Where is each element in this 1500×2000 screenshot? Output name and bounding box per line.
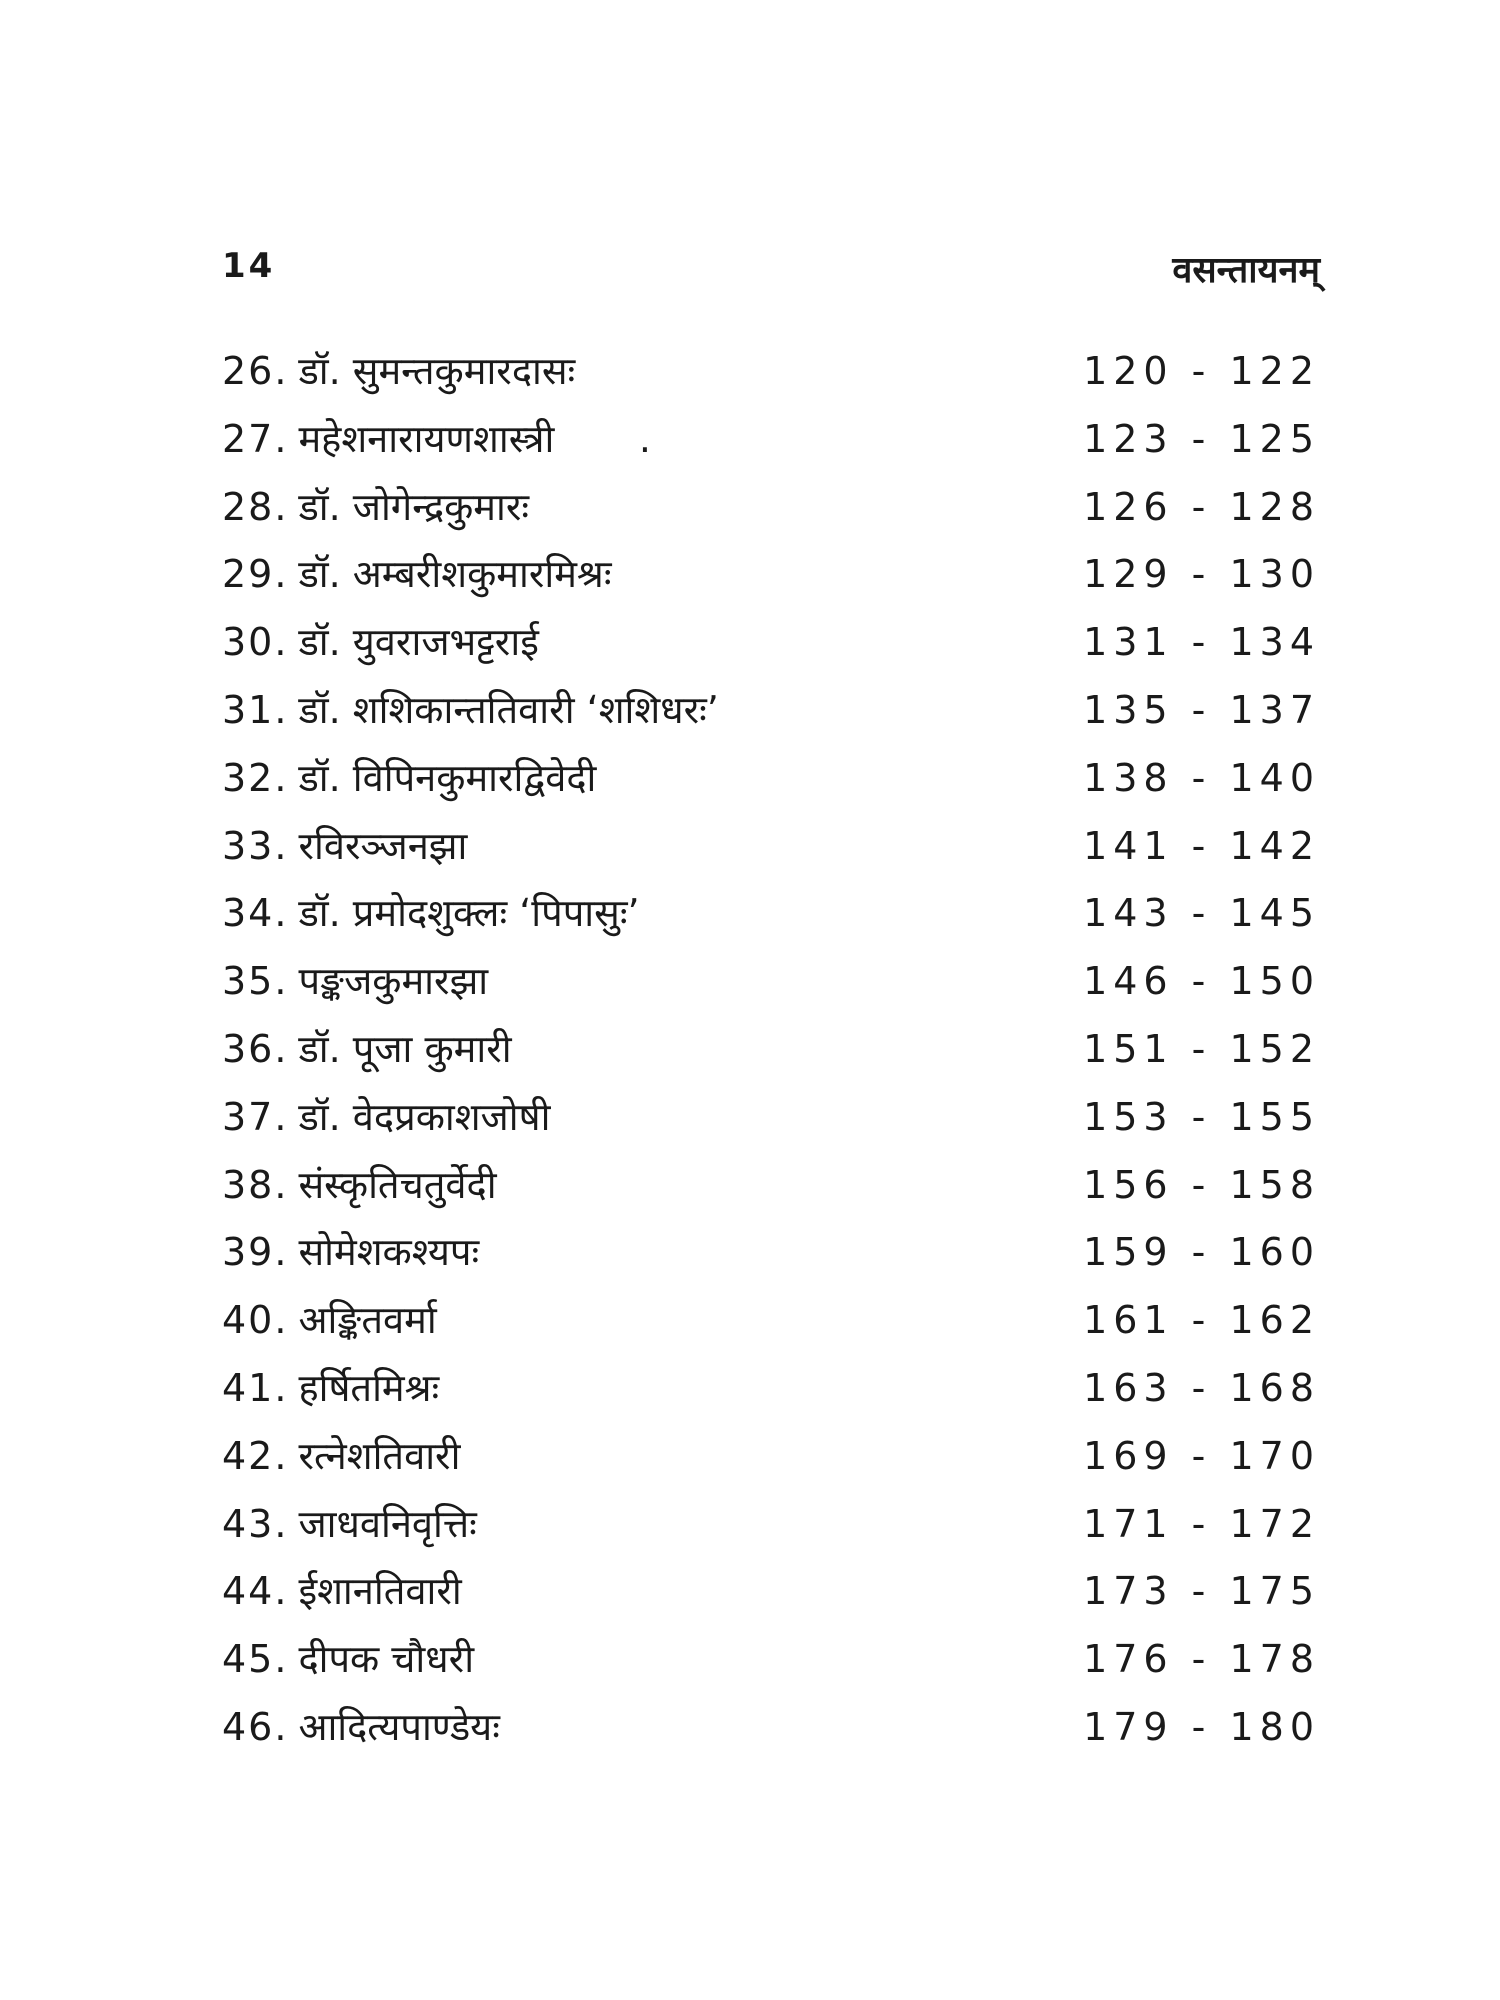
entry-page-range: 141 - 142	[1083, 823, 1320, 868]
entry-page-range: 179 - 180	[1083, 1704, 1320, 1749]
toc-entry	[222, 1431, 1320, 1499]
entry-number: 31.	[222, 687, 289, 732]
entry-number: 45.	[222, 1637, 289, 1682]
entry-title	[222, 346, 575, 396]
entry-title	[222, 1566, 462, 1616]
toc-entry	[222, 1227, 1320, 1295]
entry-page-range: 163 - 168	[1083, 1365, 1320, 1410]
entry-number: 36.	[222, 1026, 289, 1071]
toc-entry	[222, 1092, 1320, 1160]
entry-name: पङ्कजकुमारझा	[298, 959, 489, 1004]
entry-name: डॉ. जोगेन्द्रकुमारः	[298, 484, 530, 529]
entry-name: सोमेशकश्यपः	[298, 1230, 480, 1275]
entry-name: रविरञ्जनझा	[298, 823, 468, 868]
toc-entry	[222, 1160, 1320, 1228]
entry-title	[222, 1499, 477, 1549]
entry-title	[222, 1363, 439, 1413]
entry-title	[222, 1160, 497, 1210]
entry-page-range: 129 - 130	[1083, 552, 1320, 597]
entry-page-range: 159 - 160	[1083, 1230, 1320, 1275]
entry-number: 37.	[222, 1094, 289, 1139]
entry-page-range: 151 - 152	[1083, 1026, 1320, 1071]
toc-entry	[222, 346, 1320, 414]
entry-name: रत्नेशतिवारी	[298, 1433, 461, 1478]
entry-page-range: 131 - 134	[1083, 620, 1320, 665]
page-header	[222, 246, 1320, 296]
entry-page-range: 146 - 150	[1083, 959, 1320, 1004]
entry-title	[222, 1702, 500, 1752]
toc-entry	[222, 1024, 1320, 1092]
entry-title	[222, 482, 529, 532]
table-of-contents	[222, 346, 1320, 1770]
toc-entry	[222, 888, 1320, 956]
entry-title	[222, 821, 467, 871]
entry-title	[222, 1024, 512, 1074]
entry-name: ईशानतिवारी	[298, 1569, 462, 1614]
entry-name: डॉ. युवराजभट्टराई	[298, 620, 539, 665]
entry-title	[222, 617, 539, 667]
entry-number: 43.	[222, 1501, 289, 1546]
entry-number: 27.	[222, 416, 289, 461]
entry-number: 34.	[222, 891, 289, 936]
entry-number: 33.	[222, 823, 289, 868]
toc-entry	[222, 821, 1320, 889]
entry-name: डॉ. शशिकान्ततिवारी ‘शशिधरः’	[298, 687, 719, 732]
toc-entry	[222, 1295, 1320, 1363]
entry-title	[222, 1295, 437, 1345]
toc-entry	[222, 1499, 1320, 1567]
toc-entry	[222, 1566, 1320, 1634]
entry-name: डॉ. वेदप्रकाशजोषी	[298, 1094, 551, 1139]
entry-name: आदित्यपाण्डेयः	[298, 1704, 500, 1749]
entry-page-range: 135 - 137	[1083, 687, 1320, 732]
entry-page-range: 123 - 125	[1083, 416, 1320, 461]
entry-name: डॉ. प्रमोदशुक्लः ‘पिपासुः’	[298, 891, 640, 936]
entry-page-range: 169 - 170	[1083, 1433, 1320, 1478]
entry-title	[222, 888, 640, 938]
entry-number: 30.	[222, 620, 289, 665]
entry-number: 44.	[222, 1569, 289, 1614]
entry-number: 35.	[222, 959, 289, 1004]
entry-number: 40.	[222, 1298, 289, 1343]
entry-title	[222, 956, 488, 1006]
entry-page-range: 173 - 175	[1083, 1569, 1320, 1614]
toc-entry	[222, 1634, 1320, 1702]
entry-title	[222, 414, 651, 464]
entry-name: डॉ. सुमन्तकुमारदासः	[298, 349, 576, 393]
entry-page-range: 171 - 172	[1083, 1501, 1320, 1546]
entry-title	[222, 1634, 474, 1684]
entry-title	[222, 1227, 479, 1277]
entry-title	[222, 1431, 460, 1481]
entry-number: 26.	[222, 349, 289, 393]
entry-number: 42.	[222, 1433, 289, 1478]
entry-number: 46.	[222, 1704, 289, 1749]
entry-number: 32.	[222, 755, 289, 800]
entry-page-range: 161 - 162	[1083, 1298, 1320, 1343]
toc-entry	[222, 482, 1320, 550]
entry-name: हर्षितमिश्रः	[298, 1365, 440, 1410]
entry-page-range: 176 - 178	[1083, 1637, 1320, 1682]
entry-name: डॉ. पूजा कुमारी	[298, 1026, 512, 1071]
entry-number: 38.	[222, 1162, 289, 1207]
entry-page-range: 120 - 122	[1083, 349, 1320, 393]
entry-name: जाधवनिवृत्तिः	[298, 1501, 477, 1546]
running-title: वसन्तायनम्	[1172, 250, 1320, 291]
entry-page-range: 138 - 140	[1083, 755, 1320, 800]
entry-name: डॉ. विपिनकुमारद्विवेदी	[298, 755, 597, 800]
entry-name: संस्कृतिचतुर्वेदी	[298, 1162, 497, 1207]
entry-page-range: 126 - 128	[1083, 484, 1320, 529]
toc-entry	[222, 617, 1320, 685]
toc-entry	[222, 685, 1320, 753]
entry-number: 29.	[222, 552, 289, 597]
entry-page-range: 156 - 158	[1083, 1162, 1320, 1207]
entry-title	[222, 685, 719, 735]
entry-name: महेशनारायणशास्त्री .	[298, 416, 651, 461]
page-number: 14	[222, 246, 276, 286]
toc-entry	[222, 753, 1320, 821]
entry-number: 41.	[222, 1365, 289, 1410]
toc-entry	[222, 1363, 1320, 1431]
toc-entry	[222, 956, 1320, 1024]
entry-title	[222, 753, 596, 803]
entry-title	[222, 549, 612, 599]
entry-name: डॉ. अम्बरीशकुमारमिश्रः	[298, 552, 612, 597]
entry-page-range: 143 - 145	[1083, 891, 1320, 936]
entry-name: अङ्कितवर्मा	[298, 1298, 437, 1343]
toc-entry	[222, 414, 1320, 482]
entry-number: 39.	[222, 1230, 289, 1275]
entry-number: 28.	[222, 484, 289, 529]
entry-name: दीपक चौधरी	[298, 1637, 475, 1682]
entry-title	[222, 1092, 550, 1142]
toc-entry	[222, 1702, 1320, 1770]
toc-entry	[222, 549, 1320, 617]
entry-page-range: 153 - 155	[1083, 1094, 1320, 1139]
